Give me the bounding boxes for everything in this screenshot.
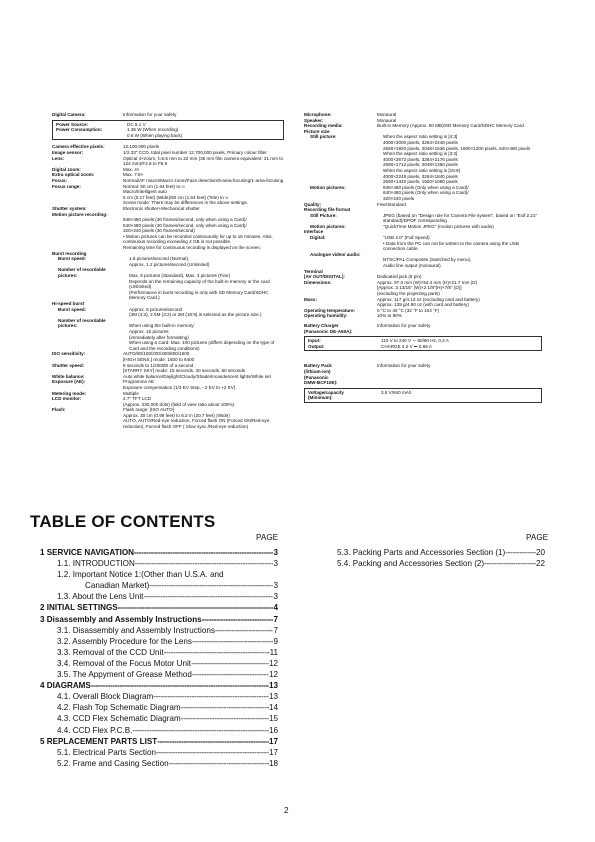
spec-value: Optical 4×zoom, f=5.5 mm to 22 mm (35 mm film camera equivalent: 31 mm to 124 mm)/F2.8 to F5.9	[123, 155, 284, 167]
spec-box	[304, 388, 542, 403]
toc-leader-dashes	[143, 591, 273, 602]
spec-row	[304, 185, 542, 202]
toc-entry-title: 5.3. Packing Parts and Accessories Section (1)	[337, 548, 506, 557]
spec-key: Still picture:	[310, 134, 337, 140]
spec-key: Still Picture:	[310, 212, 337, 218]
spec-value: 110 V to 240 V ∼ 50/60 Hz, 0.2 A	[381, 338, 449, 344]
spec-row	[52, 256, 284, 267]
spec-key: Picture size	[304, 128, 330, 134]
spec-key: Focus:	[52, 177, 68, 183]
spec-row	[304, 269, 542, 280]
spec-value: Built-in Memory (Approx. 50 MB)/SD Memory Card/SDHC Memory Card	[377, 123, 524, 129]
spec-key: Digital zoom:	[52, 166, 81, 172]
toc-leader-dashes	[181, 702, 269, 713]
spec-value: 12,100,000 pixels	[123, 144, 160, 150]
toc-leader-dashes	[157, 736, 269, 747]
spec-row	[52, 407, 284, 429]
spec-key: Digital Camera:	[52, 112, 86, 117]
spec-value: 848×480 pixels (Only when using a Card)/ 640×480 pixels (Only when using a Card)/ 320×240 pixels	[383, 184, 469, 201]
toc-entry-title: 4.1. Overall Block Diagram	[57, 692, 154, 702]
spec-key: Extra optical zoom:	[52, 172, 95, 178]
toc-entry-page: 20	[535, 548, 545, 557]
toc-leader-dashes	[149, 580, 273, 591]
spec-key: Speaker:	[304, 117, 324, 123]
toc-entry-title: 4.2. Flash Top Schematic Diagram	[57, 703, 181, 713]
toc-entry-title: 1.3. About the Lens Unit	[57, 592, 144, 602]
spec-value: Auto white balance/Daylight/Cloudy/Shade/Incandescent lights/White set	[123, 373, 271, 379]
toc-list-left	[40, 547, 278, 769]
toc-entry-title: 5.2. Frame and Casing Section	[57, 758, 169, 768]
toc-entry-page: 14	[268, 703, 278, 713]
toc-entry-page: 9	[273, 636, 278, 646]
toc-entry[interactable]	[40, 625, 278, 636]
spec-row	[304, 123, 542, 129]
toc-leader-dashes	[118, 602, 274, 613]
toc-entry-page: 7	[273, 614, 278, 624]
spec-row	[56, 127, 280, 138]
spec-key: Number of recordable pictures:	[58, 317, 106, 329]
spec-value: Approx. 6 pictures/second (3M (4:3), 2.5M (3:2) or 2M (16:9) is selected as the picture size.)	[129, 306, 262, 318]
spec-key: ISO sensitivity:	[52, 351, 86, 357]
spec-row	[52, 184, 284, 206]
toc-entry[interactable]	[40, 558, 278, 569]
toc-entry-page: 3	[273, 559, 278, 569]
spec-row	[52, 112, 284, 118]
spec-row	[52, 318, 284, 352]
toc-list-right	[320, 547, 545, 569]
toc-entry-page: 3	[273, 548, 278, 557]
spec-key: Flash:	[52, 407, 66, 413]
spec-row	[304, 280, 542, 297]
spec-row	[52, 267, 284, 301]
spec-value: DC 5.1 V	[127, 121, 146, 127]
spec-row	[52, 156, 284, 167]
toc-entry[interactable]	[40, 602, 278, 613]
toc-entry-title: 5.4. Packing and Accessories Section (2)	[337, 559, 485, 569]
spec-row	[52, 396, 284, 407]
spec-row	[52, 307, 284, 318]
spec-key: Burst speed:	[58, 306, 87, 312]
toc-entry[interactable]	[40, 636, 278, 647]
spec-key: Shutter speed:	[52, 362, 85, 368]
toc-entry[interactable]	[40, 702, 278, 713]
toc-entry-title: 4.3. CCD Flex Schematic Diagram	[57, 714, 181, 724]
spec-key: Burst speed:	[58, 256, 87, 262]
spec-value: Information for your safety	[377, 322, 431, 328]
toc-page-label-left: PAGE	[256, 533, 279, 542]
spec-value: Information for your safety	[377, 363, 431, 369]
spec-value: 3.6 V/940 mAh	[381, 389, 412, 395]
spec-row	[304, 134, 542, 184]
spec-key: Shutter system:	[52, 205, 87, 211]
spec-key: Camera effective pixels:	[52, 144, 105, 150]
spec-key: Operating humidity:	[304, 313, 348, 319]
toc-leader-dashes	[134, 547, 273, 558]
toc-leader-dashes	[91, 680, 269, 691]
toc-entry-title: 3 Disassembly and Assembly Instructions	[40, 614, 202, 624]
toc-leader-dashes	[192, 636, 274, 647]
spec-key: Input:	[308, 338, 321, 344]
toc-entry-page: 11	[269, 647, 278, 657]
spec-row	[304, 363, 542, 385]
toc-leader-dashes	[202, 614, 274, 625]
toc-leader-dashes	[153, 691, 269, 702]
spec-value: 1.35 W (When recording) 0.6 W (When playing back)	[127, 127, 183, 138]
toc-entry-page: 22	[535, 559, 545, 569]
spec-key: Dimensions:	[304, 279, 332, 285]
page-number: 2	[284, 806, 289, 815]
spec-key: Terminal [AV OUT/DIGITAL]:	[304, 268, 345, 280]
toc-entry-page: 12	[268, 670, 278, 680]
spec-row	[52, 363, 284, 374]
spec-value: Electronic shutter+Mechanical shutter	[123, 205, 200, 211]
spec-key: Battery Charger (Panasonic DE-A60A):	[304, 322, 353, 334]
toc-entry[interactable]	[40, 647, 278, 658]
spec-key: Motion picture recording:	[52, 211, 108, 217]
toc-entry-title: Canadian Market)	[85, 581, 150, 591]
spec-value: "QuickTime Motion JPEG" (motion pictures with audio)	[383, 223, 494, 229]
toc-entry-page: 15	[268, 714, 278, 724]
spec-row	[304, 252, 542, 269]
spec-value: 1.8 pictures/second (Normal), Approx. 1.2 pictures/second (Unlimited)	[129, 256, 210, 267]
toc-entry[interactable]	[40, 569, 278, 580]
toc-entry[interactable]	[40, 658, 278, 669]
toc-entry-title: 1.2. Important Notice 1:(Other than U.S.A. and	[57, 570, 224, 580]
spec-key: Voltage/capacity (Minimum):	[308, 389, 344, 401]
spec-key: Recording file format	[304, 207, 351, 213]
toc-entry[interactable]	[40, 580, 278, 591]
spec-key: Analogue video/ audio:	[310, 251, 361, 257]
spec-value: Dedicated jack (8 pin)	[377, 274, 422, 280]
spec-key: Metering mode:	[52, 390, 87, 396]
spec-column-right	[304, 112, 542, 407]
toc-leader-dashes	[135, 558, 274, 569]
toc-leader-dashes	[192, 669, 269, 680]
toc-entry-title: 3.4. Removal of the Focus Motor Unit	[57, 658, 192, 668]
spec-row	[52, 379, 284, 390]
toc-entry-page: 17	[268, 736, 278, 746]
spec-key: Interface	[304, 229, 324, 235]
toc-entry[interactable]	[320, 558, 545, 569]
toc-entry[interactable]	[40, 747, 278, 758]
spec-row	[304, 213, 542, 224]
spec-key: Power Consumption:	[56, 127, 103, 133]
spec-value: Normal/AF macro/Macro zoom/Face detection/9-area-focusing/1-area-focusing	[123, 177, 284, 183]
spec-row	[304, 235, 542, 252]
spec-value: 8 seconds to 1/2000th of a second [STARRY SKY] mode: 15 seconds, 30 seconds, 60 seconds	[123, 362, 246, 374]
spec-value: Programme AE Exposure compensation (1/3 EV Step, −2 EV to +2 EV)	[123, 379, 236, 390]
toc-title: TABLE OF CONTENTS	[30, 512, 216, 531]
toc-entry[interactable]	[40, 691, 278, 702]
toc-leader-dashes	[505, 547, 536, 558]
spec-key: Operating temperature:	[304, 307, 356, 313]
spec-value: Monaural	[377, 117, 397, 123]
spec-row	[52, 351, 284, 362]
toc-page-label-right: PAGE	[526, 533, 549, 542]
toc-entry-page: 3	[273, 581, 278, 591]
spec-value: Approx. 97.0 mm (W)×54.4 mm (H)×21.7 mm (D) [Approx. 3 13/16" (W)×2 1/8"(H)×7/8" (D)] (excluding the projecting parts)	[377, 279, 478, 296]
spec-value: Flash range: [ISO AUTO] Approx. 30 cm (0.99 feet) to 6.3 m (20.7 feet) (Wide) AUTO, AUTO/Red-eye reduction, Forced flash ON (Forced ON/Red-eye reduction), Forced flash OFF ( Slow sync./Red-eye reduction)	[123, 407, 270, 430]
spec-value: JPEG (based on "Design rule for Camera File system", based on "Exif 2.21" standard)/DPOF corresponding	[383, 212, 538, 224]
toc-entry-title: 3.5. The Appyment of Grease Method	[57, 670, 192, 680]
toc-entry[interactable]	[40, 614, 278, 625]
spec-key: Mass:	[304, 296, 318, 302]
toc-leader-dashes	[169, 758, 269, 769]
spec-value: Monaural	[377, 112, 397, 117]
toc-entry-title: 1 SERVICE NAVIGATION	[40, 548, 134, 557]
spec-row	[308, 344, 538, 350]
spec-value: Multiple	[123, 390, 139, 396]
spec-column-left	[52, 112, 284, 430]
spec-value: When the aspect ratio setting is [4:3] 4000×3000 pixels, 3264×2448 pixels 2560×1920 pixels, 2048×1536 pixels, 1600×1200 pixels, 640×480 pixels When the aspect ratio setting is [3:2] 4000×2672 pixels, 3264×2176 pixels 2560×1712 pixels, 2048×1360 pixels When the aspect ratio setting is [16:9] 4000×2248 pixels, 3264×1840 pixels 2560×1440 pixels, 1920×1080 pixels	[383, 134, 531, 185]
spec-value: Fine/Standard	[377, 201, 406, 207]
spec-key: LCD monitor:	[52, 396, 82, 402]
toc-leader-dashes	[132, 725, 269, 736]
spec-key: Image sensor:	[52, 149, 84, 155]
spec-value: "USB 2.0" (Full Speed) • Data from the PC can not be written to the camera using the USB connection cable.	[383, 235, 519, 252]
toc-entry-page: 7	[273, 625, 278, 635]
toc-leader-dashes	[191, 658, 269, 669]
toc-entry-page: 13	[268, 681, 278, 691]
spec-key: Motion pictures:	[310, 184, 346, 190]
spec-value: NTSC/PAL Composite (Switched by menu), Audio line output (monaural)	[383, 257, 472, 269]
spec-value: Max. 5 pictures (Standard), Max. 3 pictures (Fine) Depends on the remaining capacity of the built-in memory or the card (Unlimited) (Performance in burst recording is only with SD Memory Card/SDHC Memory Card.)	[129, 273, 270, 301]
toc-leader-dashes	[156, 747, 269, 758]
toc-entry[interactable]	[40, 713, 278, 724]
toc-entry-title: 4 DIAGRAMS	[40, 681, 91, 691]
toc-entry[interactable]	[40, 725, 278, 736]
toc-entry-page: 4	[273, 603, 278, 613]
spec-row	[304, 297, 542, 308]
spec-value: 0 °C to 40 °C (32 °F to 104 °F)	[377, 307, 440, 313]
toc-leader-dashes	[181, 713, 269, 724]
spec-key: Output:	[308, 343, 325, 349]
toc-entry-title: 4.4. CCD Flex P.C.B.	[57, 725, 133, 735]
spec-value: 1/2.33" CCD, total pixel number 12,700,000 pixels, Primary colour filter	[123, 149, 267, 155]
toc-entry-title: 2 INITIAL SETTINGS	[40, 603, 118, 613]
toc-leader-dashes	[164, 647, 270, 658]
toc-entry-title: 3.1. Disassembly and Assembly Instructions	[57, 625, 215, 635]
spec-value: When using the built-in memory: Approx. 10 pictures (immediately after formatting) When using a Card: Max. 100 pictures (differs depending on the type of Card and the recording conditions)	[129, 323, 275, 351]
spec-key: Battery Pack (lithium-ion) (Panasonic DMW-BCF10E):	[304, 363, 338, 386]
spec-value: 10% to 80%	[377, 313, 402, 319]
spec-key: Lens:	[52, 155, 65, 161]
spec-row	[308, 390, 538, 401]
toc-entry[interactable]	[40, 736, 278, 747]
spec-value: 2.7" TFT LCD (Approx. 230,000 dots) (field of view ratio about 100%)	[123, 396, 235, 407]
toc-leader-dashes	[484, 558, 536, 569]
spec-box	[304, 336, 542, 351]
toc-entry-page: 18	[268, 758, 278, 768]
spec-value: Information for your safety	[123, 112, 177, 117]
spec-value: Approx. 117 g/4.13 oz (excluding card and battery) Approx. 139 g/4.90 oz (with card and battery)	[377, 296, 480, 308]
spec-value: AUTO/80/100/200/400/800/1600 [HIGH SENS.] mode: 1600 to 6400	[123, 351, 195, 362]
toc-entry[interactable]	[40, 758, 278, 769]
spec-key: Hi-speed burst	[52, 301, 85, 306]
spec-key: Quality:	[304, 201, 322, 207]
toc-entry-title: 3.3. Removal of the CCD Unit	[57, 647, 164, 657]
toc-entry-title: 5.1. Electrical Parts Section	[57, 747, 156, 757]
toc-entry[interactable]	[40, 669, 278, 680]
toc-entry-page: 17	[268, 747, 278, 757]
toc-entry-title: 3.2. Assembly Procedure for the Lens	[57, 636, 192, 646]
spec-value: CHARGE 4.2 V ⎓ 0.65 A	[381, 343, 432, 349]
spec-value: Max. 4×	[123, 166, 140, 172]
spec-row	[52, 212, 284, 251]
spec-key: Microphone:	[304, 112, 332, 117]
toc-entry[interactable]	[40, 547, 278, 558]
spec-box	[52, 120, 284, 141]
toc-entry[interactable]	[40, 591, 278, 602]
spec-row	[304, 323, 542, 334]
spec-key: Burst recording	[52, 250, 87, 256]
spec-key: Power Source:	[56, 121, 89, 127]
toc-entry-page: 12	[268, 658, 278, 668]
toc-entry-title: 1.1. INTRODUCTION	[57, 559, 135, 569]
toc-entry-title: 5 REPLACEMENT PARTS LIST	[40, 736, 158, 746]
spec-key: Motion pictures:	[310, 223, 346, 229]
spec-key: Recording media:	[304, 123, 343, 129]
toc-leader-dashes	[215, 625, 274, 636]
toc-entry[interactable]	[320, 547, 545, 558]
spec-key: White balance:	[52, 373, 85, 379]
spec-key: Number of recordable pictures:	[58, 267, 106, 279]
toc-entry-page: 3	[273, 592, 278, 602]
toc-entry[interactable]	[40, 680, 278, 691]
spec-key: Digital:	[310, 235, 326, 241]
spec-key: Focus range:	[52, 183, 81, 189]
spec-value: Normal: 50 cm (1.64 feet) to ∞ Macro/Intelligent auto 5 cm (0.17 feet) (Wide)/50 cm (1.64 feet) (Tele) to ∞ Scene mode: There may be differences in the above settings.	[123, 183, 248, 206]
toc-entry-page: 13	[268, 692, 278, 702]
spec-value: 848×480 pixels (30 frames/second, only when using a Card)/ 640×480 pixels (30 frames/second, only when using a Card)/ 320×240 pixels (30 frames/second) • Motion pictures can be recorded continuously for up to 15 minutes. Also, continuous recording exceeding 2 GB is not possible. Remaining time for continuous recording is displayed on the screen.	[123, 217, 273, 251]
spec-value: Max. 7.8×	[123, 172, 144, 178]
toc-entry-page: 16	[268, 725, 278, 735]
spec-key: Exposure (AE):	[52, 379, 86, 385]
